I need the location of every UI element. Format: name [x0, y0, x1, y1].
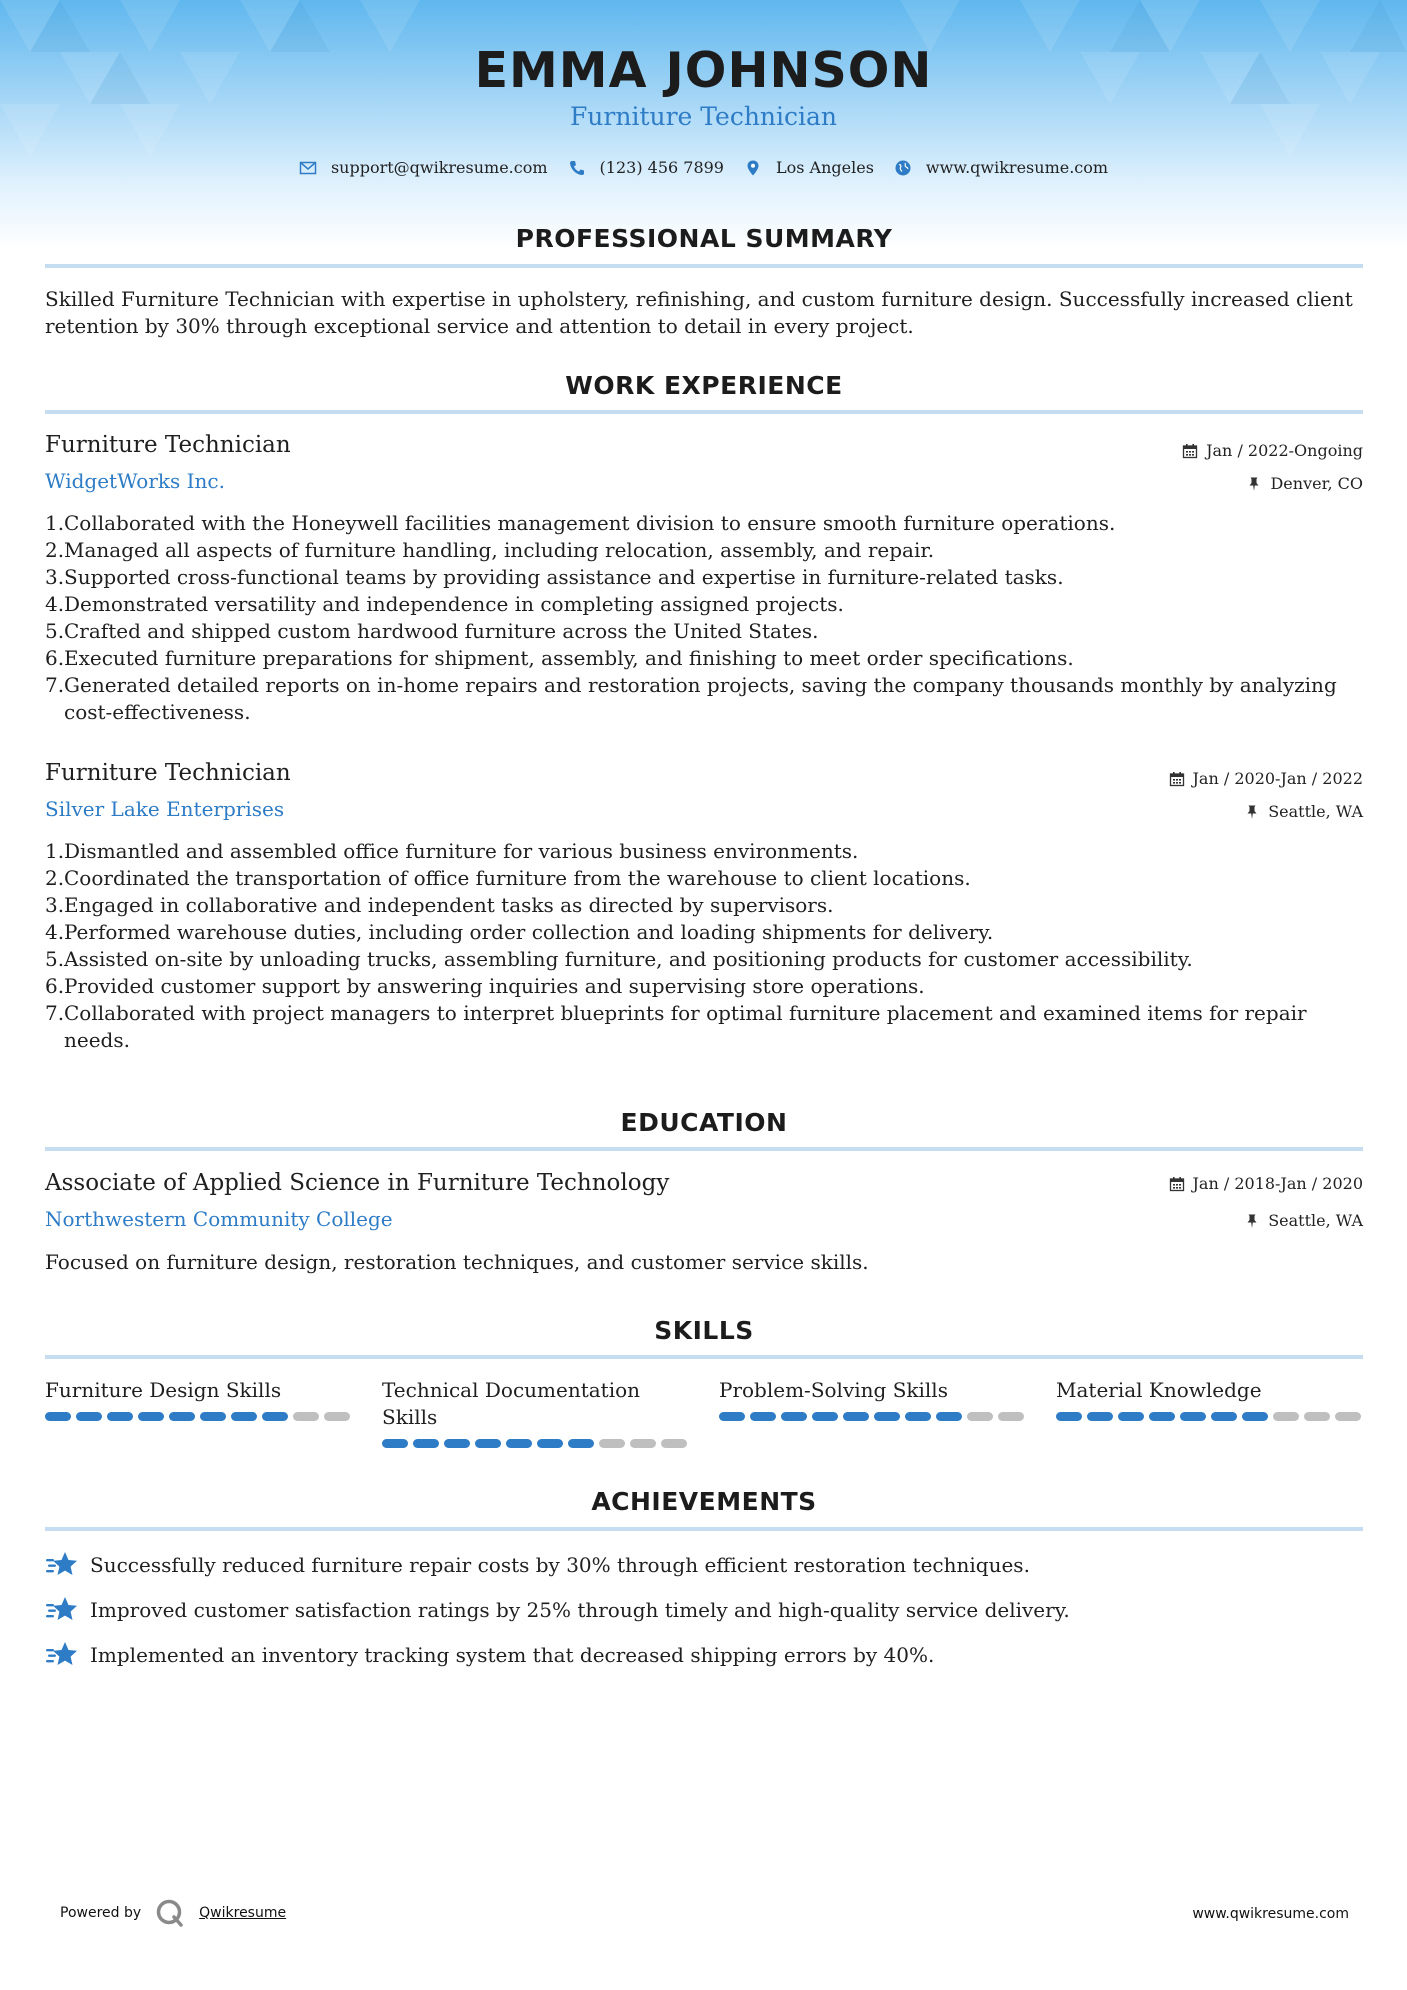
achievement-item: [45, 1595, 1363, 1625]
star-icon: [45, 1640, 79, 1670]
skill-segment-empty: [324, 1412, 350, 1421]
powered-by-label: Powered by: [60, 1905, 142, 1921]
contact-location-text: Los Angeles: [775, 158, 874, 177]
achievements-heading: ACHIEVEMENTS: [591, 1487, 817, 1516]
pin-icon: [1244, 804, 1260, 820]
summary-text: Skilled Furniture Technician with expertise in upholstery, refinishing, and custom furniture design. Successfully increased client retention by 30% through exceptional service and attention to detail in every project.: [45, 287, 1353, 338]
list-item: 7. Generated detailed reports on in-home repairs and restoration projects, saving the company thousands monthly by analyzing cost-effectiveness.: [45, 673, 1337, 724]
job-bullets: [45, 838, 1363, 1054]
skill-segment-filled: [45, 1412, 71, 1421]
skill-segment-filled: [138, 1412, 164, 1421]
list-item: 4. Demonstrated versatility and independence in completing assigned projects.: [45, 592, 844, 616]
job-dates-text: Jan / 2022-Ongoing: [1206, 441, 1363, 460]
list-item: 5. Assisted on-site by unloading trucks, assembling furniture, and positioning products for customer accessibility.: [45, 947, 1193, 971]
skills-heading: SKILLS: [654, 1316, 754, 1345]
skill-segment-empty: [967, 1412, 993, 1421]
skills-divider: [45, 1355, 1363, 1359]
contact-email[interactable]: [299, 158, 548, 177]
achievements-divider: [45, 1527, 1363, 1531]
skill-segment-filled: [1087, 1412, 1113, 1421]
job-location: [1244, 802, 1363, 821]
summary-heading: PROFESSIONAL SUMMARY: [515, 224, 893, 253]
skill-segment-filled: [874, 1412, 900, 1421]
education-heading: EDUCATION: [620, 1108, 788, 1137]
school-name: Northwestern Community College: [45, 1207, 393, 1231]
contact-phone-text: (123) 456 7899: [599, 158, 724, 177]
list-item: 5. Crafted and shipped custom hardwood furniture across the United States.: [45, 619, 819, 643]
skill-segment-filled: [382, 1439, 408, 1448]
job-location: [1246, 474, 1363, 493]
skill-segment-filled: [905, 1412, 931, 1421]
job-bullets: [45, 510, 1363, 726]
skill-segment-filled: [537, 1439, 563, 1448]
achievement-item: [45, 1640, 1363, 1670]
brand-link[interactable]: Qwikresume: [199, 1905, 287, 1921]
skill-segment-filled: [76, 1412, 102, 1421]
skill-segment-filled: [506, 1439, 532, 1448]
job-dates-text: Jan / 2020-Jan / 2022: [1192, 769, 1363, 788]
skill-segment-empty: [599, 1439, 625, 1448]
skill-segment-empty: [661, 1439, 687, 1448]
skill-level-bar: [719, 1412, 1029, 1421]
list-item: 2. Coordinated the transportation of office furniture from the warehouse to client locations.: [45, 866, 971, 890]
contact-email-text: support@qwikresume.com: [330, 158, 548, 177]
skill-segment-filled: [750, 1412, 776, 1421]
skill-level-bar: [382, 1439, 692, 1448]
skill-segment-filled: [1118, 1412, 1144, 1421]
phone-icon: [568, 159, 586, 177]
education-divider: [45, 1147, 1363, 1151]
calendar-icon: [1169, 1176, 1185, 1192]
pin-icon: [1246, 476, 1262, 492]
job-title: Furniture Technician: [45, 760, 291, 786]
list-item: 2. Managed all aspects of furniture handling, including relocation, assembly, and repair.: [45, 538, 935, 562]
achievement-text: Successfully reduced furniture repair costs by 30% through efficient restoration techniques.: [90, 1552, 1030, 1577]
skill-level-bar: [45, 1412, 355, 1421]
job-dates: [1182, 441, 1363, 460]
job-company: WidgetWorks Inc.: [45, 469, 225, 493]
contact-bar: [0, 158, 1407, 177]
skill-segment-filled: [1180, 1412, 1206, 1421]
skill-item: [45, 1377, 355, 1421]
contact-website-text: www.qwikresume.com: [925, 158, 1109, 177]
skill-segment-empty: [1304, 1412, 1330, 1421]
list-item: 7. Collaborated with project managers to interpret blueprints for optimal furniture placement and examined items for repair needs.: [45, 1001, 1307, 1052]
job-title: Furniture Technician: [45, 432, 291, 458]
skill-segment-filled: [719, 1412, 745, 1421]
list-item: 1. Collaborated with the Honeywell facilities management division to ensure smooth furniture operations.: [45, 511, 1116, 535]
skill-name: Material Knowledge: [1056, 1378, 1262, 1402]
skill-segment-empty: [293, 1412, 319, 1421]
job-company: Silver Lake Enterprises: [45, 797, 285, 821]
skill-segment-empty: [1273, 1412, 1299, 1421]
envelope-icon: [299, 159, 317, 177]
skill-name: Furniture Design Skills: [45, 1378, 282, 1402]
calendar-icon: [1169, 771, 1185, 787]
skill-segment-filled: [1149, 1412, 1175, 1421]
skill-item: [382, 1377, 692, 1448]
skill-segment-filled: [1211, 1412, 1237, 1421]
experience-divider: [45, 410, 1363, 414]
job-dates: [1169, 769, 1363, 788]
candidate-name: EMMA JOHNSON: [474, 42, 933, 99]
star-icon: [45, 1550, 79, 1580]
candidate-title: Furniture Technician: [569, 102, 838, 131]
star-icon: [45, 1595, 79, 1625]
qwikresume-logo-icon: [155, 1898, 185, 1928]
achievement-text: Implemented an inventory tracking system that decreased shipping errors by 40%.: [90, 1642, 935, 1667]
skill-segment-empty: [998, 1412, 1024, 1421]
list-item: 6. Provided customer support by answering inquiries and supervising store operations.: [45, 974, 925, 998]
experience-heading: WORK EXPERIENCE: [565, 371, 843, 400]
skill-segment-filled: [936, 1412, 962, 1421]
list-item: 6. Executed furniture preparations for shipment, assembly, and finishing to meet order specifications.: [45, 646, 1074, 670]
job-location-text: Denver, CO: [1270, 474, 1363, 493]
globe-icon: [894, 159, 912, 177]
education-dates-text: Jan / 2018-Jan / 2020: [1192, 1174, 1363, 1193]
skill-segment-filled: [262, 1412, 288, 1421]
education-dates: [1169, 1174, 1363, 1193]
summary-divider: [45, 264, 1363, 268]
list-item: 4. Performed warehouse duties, including order collection and loading shipments for delivery.: [45, 920, 994, 944]
skill-segment-filled: [444, 1439, 470, 1448]
achievement-text: Improved customer satisfaction ratings by 25% through timely and high-quality service delivery.: [90, 1597, 1070, 1622]
pin-icon: [1244, 1213, 1260, 1229]
skill-segment-filled: [781, 1412, 807, 1421]
skill-segment-filled: [169, 1412, 195, 1421]
education-location-text: Seattle, WA: [1268, 1211, 1363, 1230]
list-item: 3. Engaged in collaborative and independent tasks as directed by supervisors.: [45, 893, 834, 917]
calendar-icon: [1182, 443, 1198, 459]
education-location: [1244, 1211, 1363, 1230]
education-description: Focused on furniture design, restoration techniques, and customer service skills.: [45, 1250, 869, 1274]
skill-segment-filled: [231, 1412, 257, 1421]
skill-segment-filled: [413, 1439, 439, 1448]
degree-title: Associate of Applied Science in Furniture Technology: [45, 1170, 670, 1196]
skill-segment-filled: [1056, 1412, 1082, 1421]
skill-segment-filled: [568, 1439, 594, 1448]
skill-segment-empty: [630, 1439, 656, 1448]
job-location-text: Seattle, WA: [1268, 802, 1363, 821]
skill-segment-empty: [1335, 1412, 1361, 1421]
skill-name: Technical Documentation Skills: [382, 1378, 641, 1429]
contact-location: [744, 158, 874, 177]
contact-website[interactable]: [894, 158, 1108, 177]
list-item: 1. Dismantled and assembled office furniture for various business environments.: [45, 839, 859, 863]
skill-name: Problem-Solving Skills: [719, 1378, 948, 1402]
map-marker-icon: [744, 159, 762, 177]
skill-item: [1056, 1377, 1366, 1421]
skill-item: [719, 1377, 1029, 1421]
footer-website[interactable]: www.qwikresume.com: [1192, 1906, 1349, 1922]
skill-segment-filled: [107, 1412, 133, 1421]
skill-segment-filled: [475, 1439, 501, 1448]
footer-powered-by: [60, 1898, 286, 1928]
skill-segment-filled: [843, 1412, 869, 1421]
list-item: 3. Supported cross-functional teams by providing assistance and expertise in furniture-related tasks.: [45, 565, 1064, 589]
skill-segment-filled: [812, 1412, 838, 1421]
contact-phone[interactable]: [568, 158, 724, 177]
achievement-item: [45, 1550, 1363, 1580]
skill-segment-filled: [200, 1412, 226, 1421]
skill-segment-filled: [1242, 1412, 1268, 1421]
skill-level-bar: [1056, 1412, 1366, 1421]
